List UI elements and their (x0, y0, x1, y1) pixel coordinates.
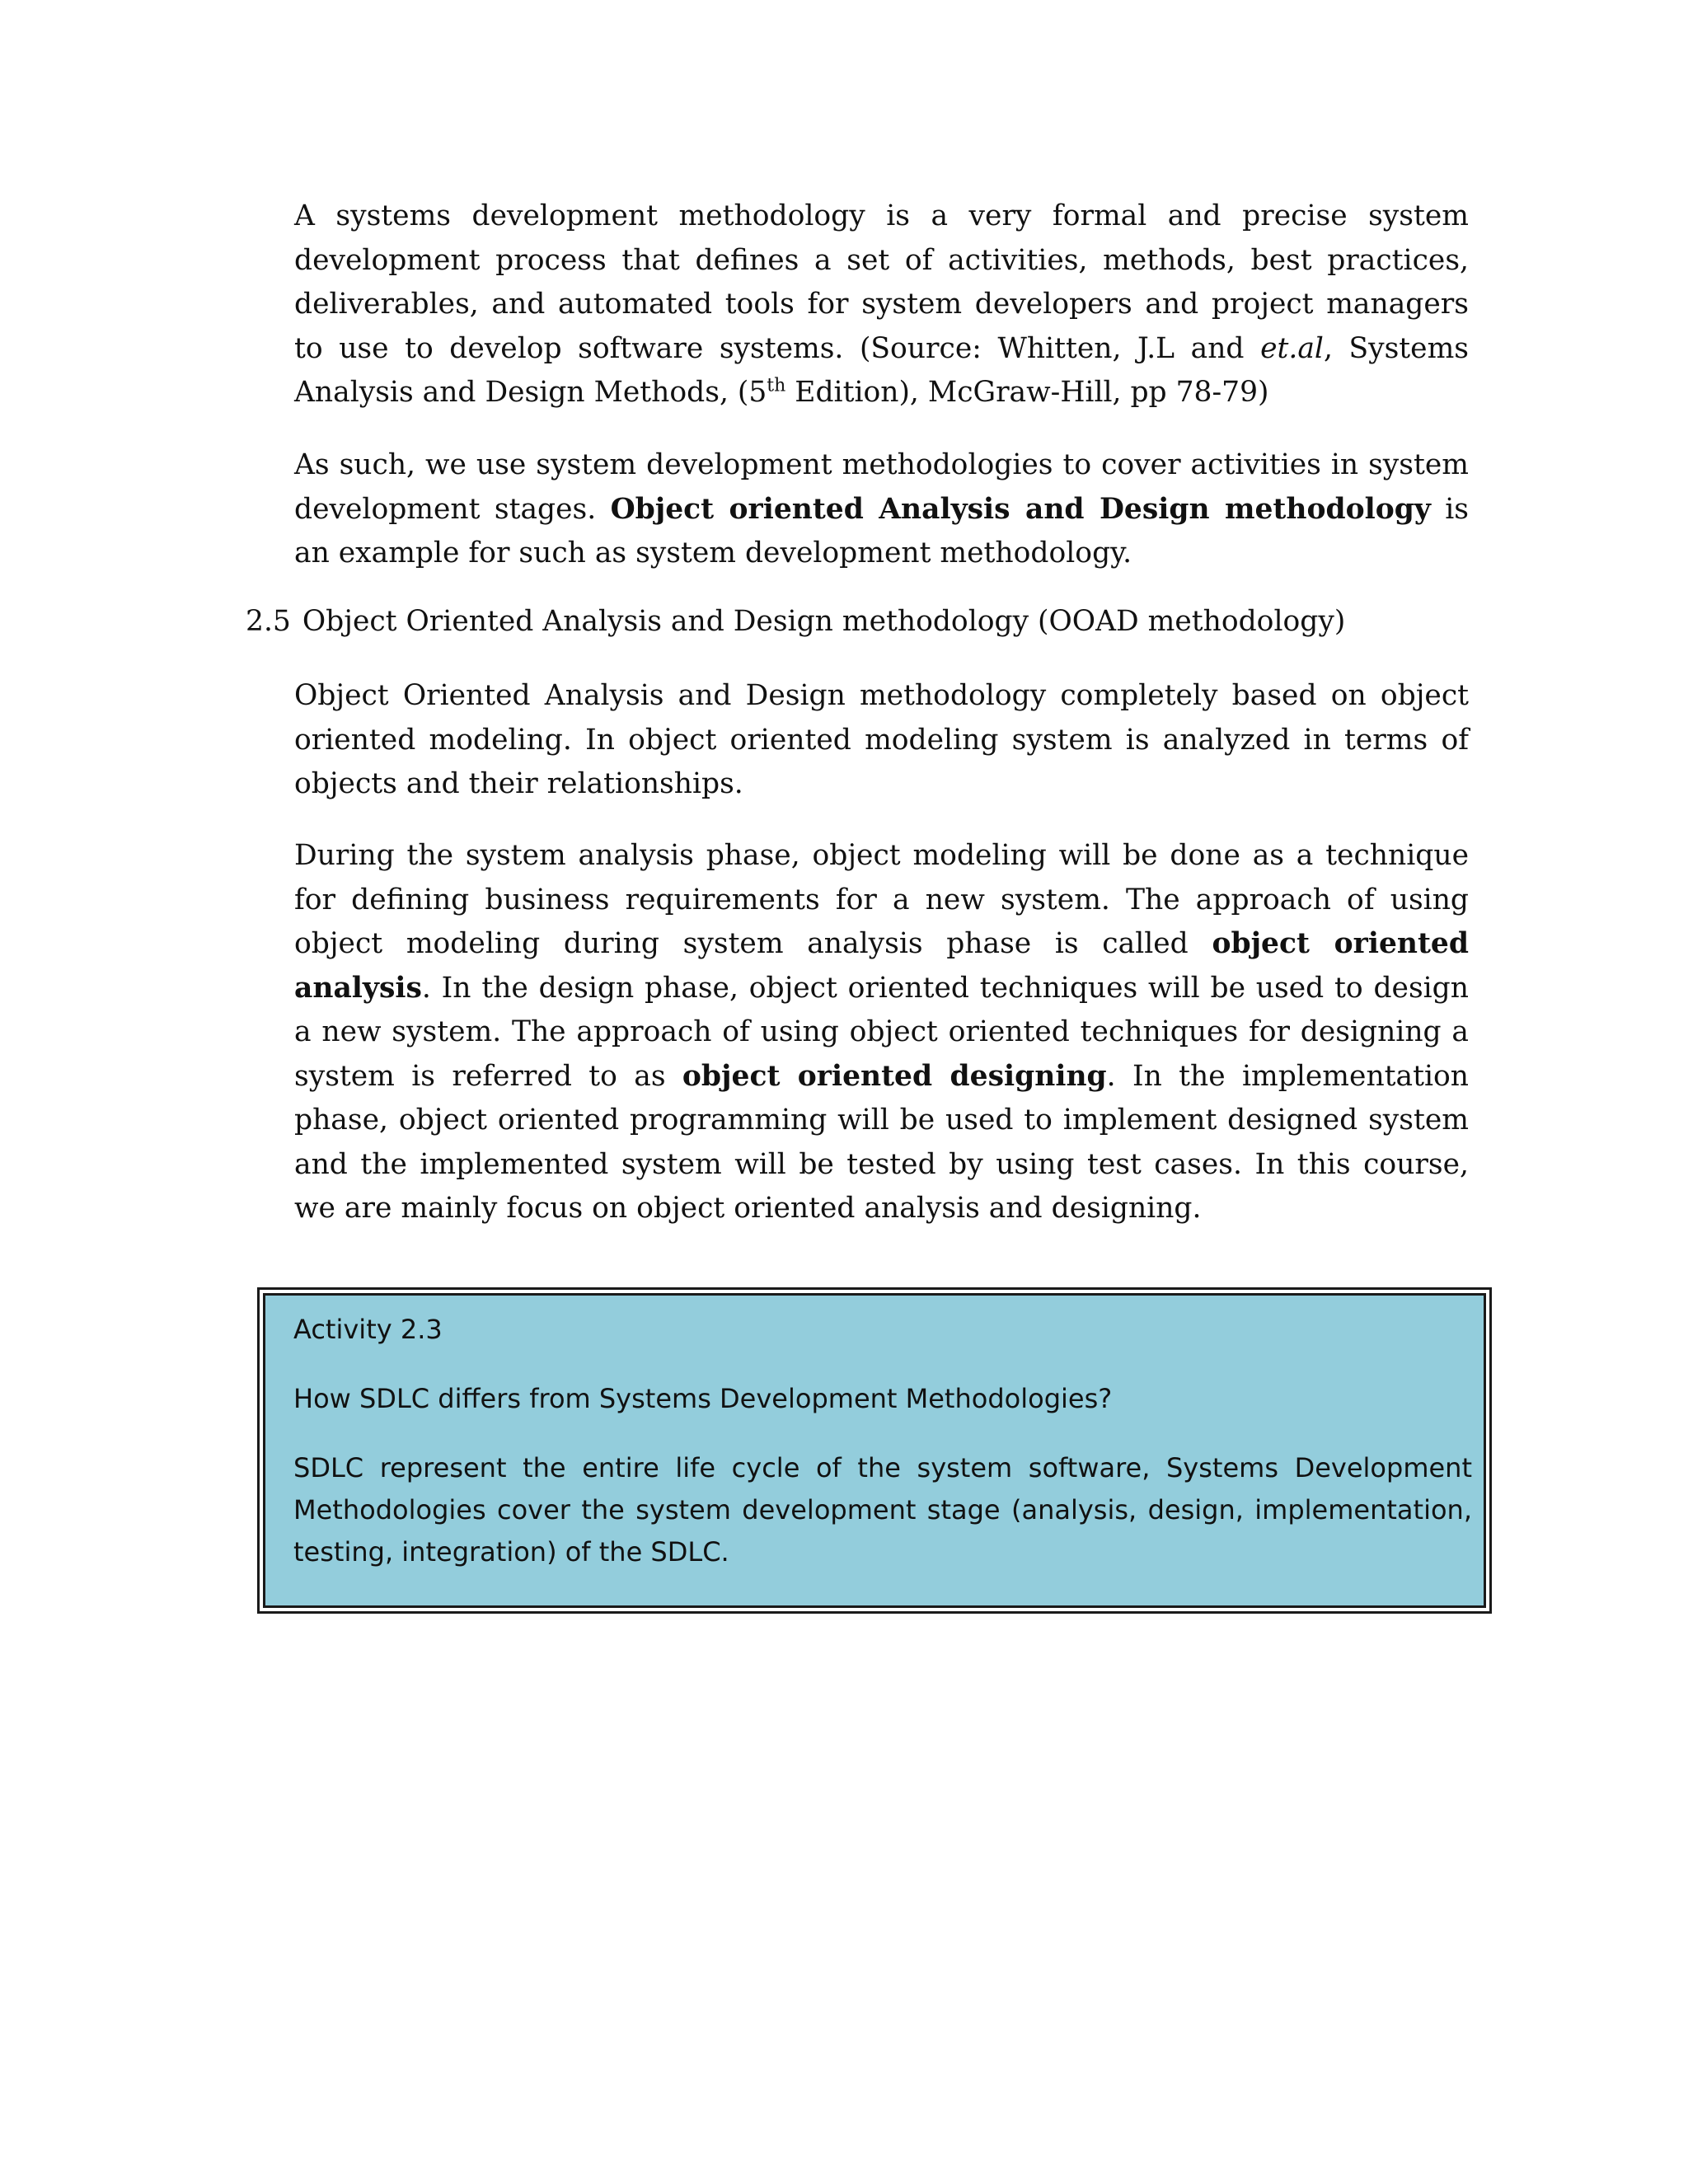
section-heading (246, 600, 1482, 644)
section-title: Object Oriented Analysis and Design methodology (OOAD methodology) (302, 605, 1346, 638)
bold-term: object oriented designing (682, 1059, 1107, 1093)
paragraph-text: During the system analysis phase, object modeling will be done as a technique for defining business requirements for a new system. The approach of using object modeling during system analysis phase is called (294, 839, 1469, 960)
paragraph-methodology-definition (294, 194, 1469, 415)
paragraph-text: Object Oriented Analysis and Design methodology completely based on object oriented modeling. In object oriented modeling system is analyzed in terms of objects and their relationships. (294, 679, 1469, 800)
paragraph-ooad-phases (294, 834, 1469, 1231)
activity-box (257, 1287, 1492, 1614)
activity-question: How SDLC differs from Systems Development Methodologies? (293, 1383, 1113, 1414)
paragraph-methodology-usage (294, 443, 1469, 576)
paragraph-text: , Systems Analysis and Design Methods, (5 (294, 331, 1469, 409)
paragraph-text: is an example for such as system development methodology. (294, 492, 1469, 569)
superscript: th (767, 375, 786, 396)
bold-term: object oriented analysis (294, 927, 1469, 1005)
paragraph-text: A systems development methodology is a very formal and precise system development process that defines a set of activities, methods, best practices, deliverables, and automated tools for system developers and project managers to use to develop software systems. (Source: Whitten, J.L and (294, 199, 1469, 365)
activity-title: Activity 2.3 (293, 1314, 443, 1345)
paragraph-text: . In the design phase, object oriented techniques will be used to design a new system. The approach of using object oriented techniques for designing a system is referred to as (294, 971, 1469, 1093)
bold-term: Object oriented Analysis and Design methodology (610, 492, 1431, 526)
section-number: 2.5 (246, 605, 291, 638)
paragraph-ooad-intro (294, 674, 1469, 807)
activity-answer: SDLC represent the entire life cycle of the system software, Systems Development Methodologies cover the system development stage (analysis, design, implementation, testing, integration) of the SDLC. (293, 1452, 1472, 1568)
paragraph-text: Edition), McGraw-Hill, pp 78-79) (785, 376, 1269, 409)
activity-box-inner (263, 1293, 1486, 1608)
italic-citation: et.al (1260, 331, 1324, 365)
paragraph-text: . In the implementation phase, object oriented programming will be used to implement designed system and the implemented system will be tested by using test cases. In this course, we are mainly focus on object oriented analysis and designing. (294, 1059, 1469, 1225)
paragraph-text: As such, we use system development methodologies to cover activities in system development stages. (294, 448, 1469, 526)
